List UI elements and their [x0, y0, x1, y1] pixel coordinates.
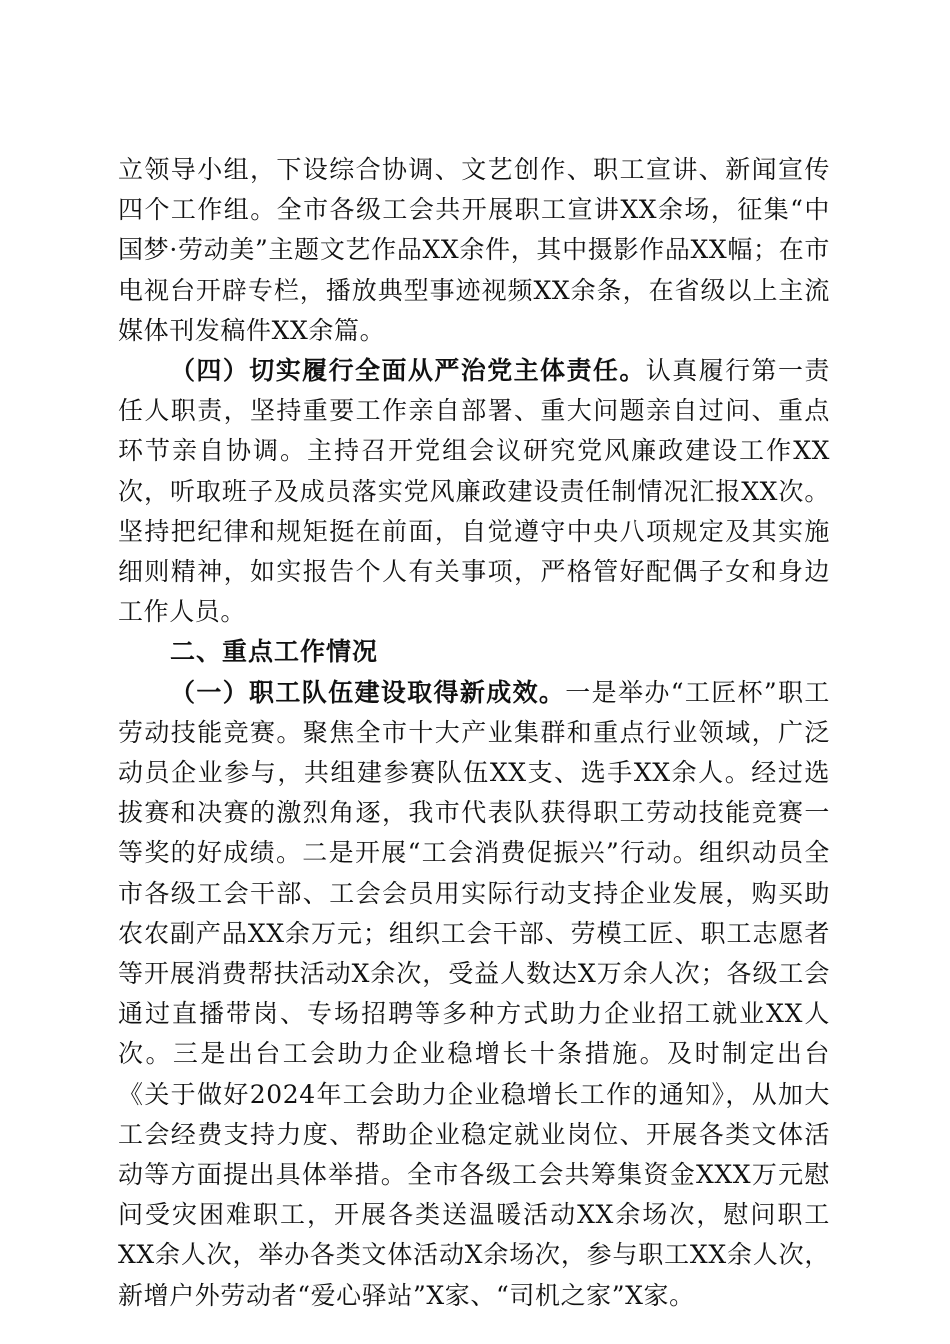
- paragraph-text: 一是举办“工匠杯”职工劳动技能竞赛。聚焦全市十大产业集群和重点行业领域，广泛动员企业参与，共组建参赛队伍XX支、选手XX余人。经过选拔赛和决赛的激烈角逐，我市代表队获得职工劳动技能竞赛一等奖的好成绩。二是开展“工会消费促振兴”行动。组织动员全市各级工会干部、工会会员用实际行动支持企业发展，购买助农农副产品XX余万元；组织工会干部、劳模工匠、职工志愿者等开展消费帮扶活动X余次，受益人数达X万余人次；各级工会通过直播带岗、专场招聘等多种方式助力企业招工就业XX人次。三是出台工会助力企业稳增长十条措施。及时制定出台《关于做好2024年工会助力企业稳增长工作的通知》，从加大工会经费支持力度、帮助企业稳定就业岗位、开展各类文体活动等方面提出具体举措。全市各级工会共筹集资金XXX万元慰问受灾困难职工，开展各类送温暖活动XX余场次，慰问职工XX余人次，举办各类文体活动X余场次，参与职工XX余人次，新增户外劳动者“爱心驿站”X家、“司机之家”X家。: [118, 677, 830, 1310]
- paragraph-text: 立领导小组，下设综合协调、文艺创作、职工宣讲、新闻宣传四个工作组。全市各级工会共开展职工宣讲XX余场，征集“中国梦·劳动美”主题文艺作品XX余件，其中摄影作品XX幅；在市电视台开辟专栏，播放典型事迹视频XX余条，在省级以上主流媒体刊发稿件XX余篇。: [118, 155, 830, 345]
- document-page: [118, 150, 830, 1316]
- paragraph-lead: （一）职工队伍建设取得新成效。: [170, 677, 566, 707]
- paragraph-continuation: [118, 150, 830, 351]
- section-heading: 二、重点工作情况: [170, 637, 379, 667]
- paragraph-workforce: [118, 673, 830, 1316]
- paragraph-lead: （四）切实履行全面从严治党主体责任。: [170, 356, 646, 386]
- paragraph-text: 认真履行第一责任人职责，坚持重要工作亲自部署、重大问题亲自过问、重点环节亲自协调。主持召开党组会议研究党风廉政建设工作XX次，听取班子及成员落实党风廉政建设责任制情况汇报XX次。坚持把纪律和规矩挺在前面，自觉遵守中央八项规定及其实施细则精神，如实报告个人有关事项，严格管好配偶子女和身边工作人员。: [118, 356, 830, 627]
- paragraph-party-responsibility: [118, 351, 830, 632]
